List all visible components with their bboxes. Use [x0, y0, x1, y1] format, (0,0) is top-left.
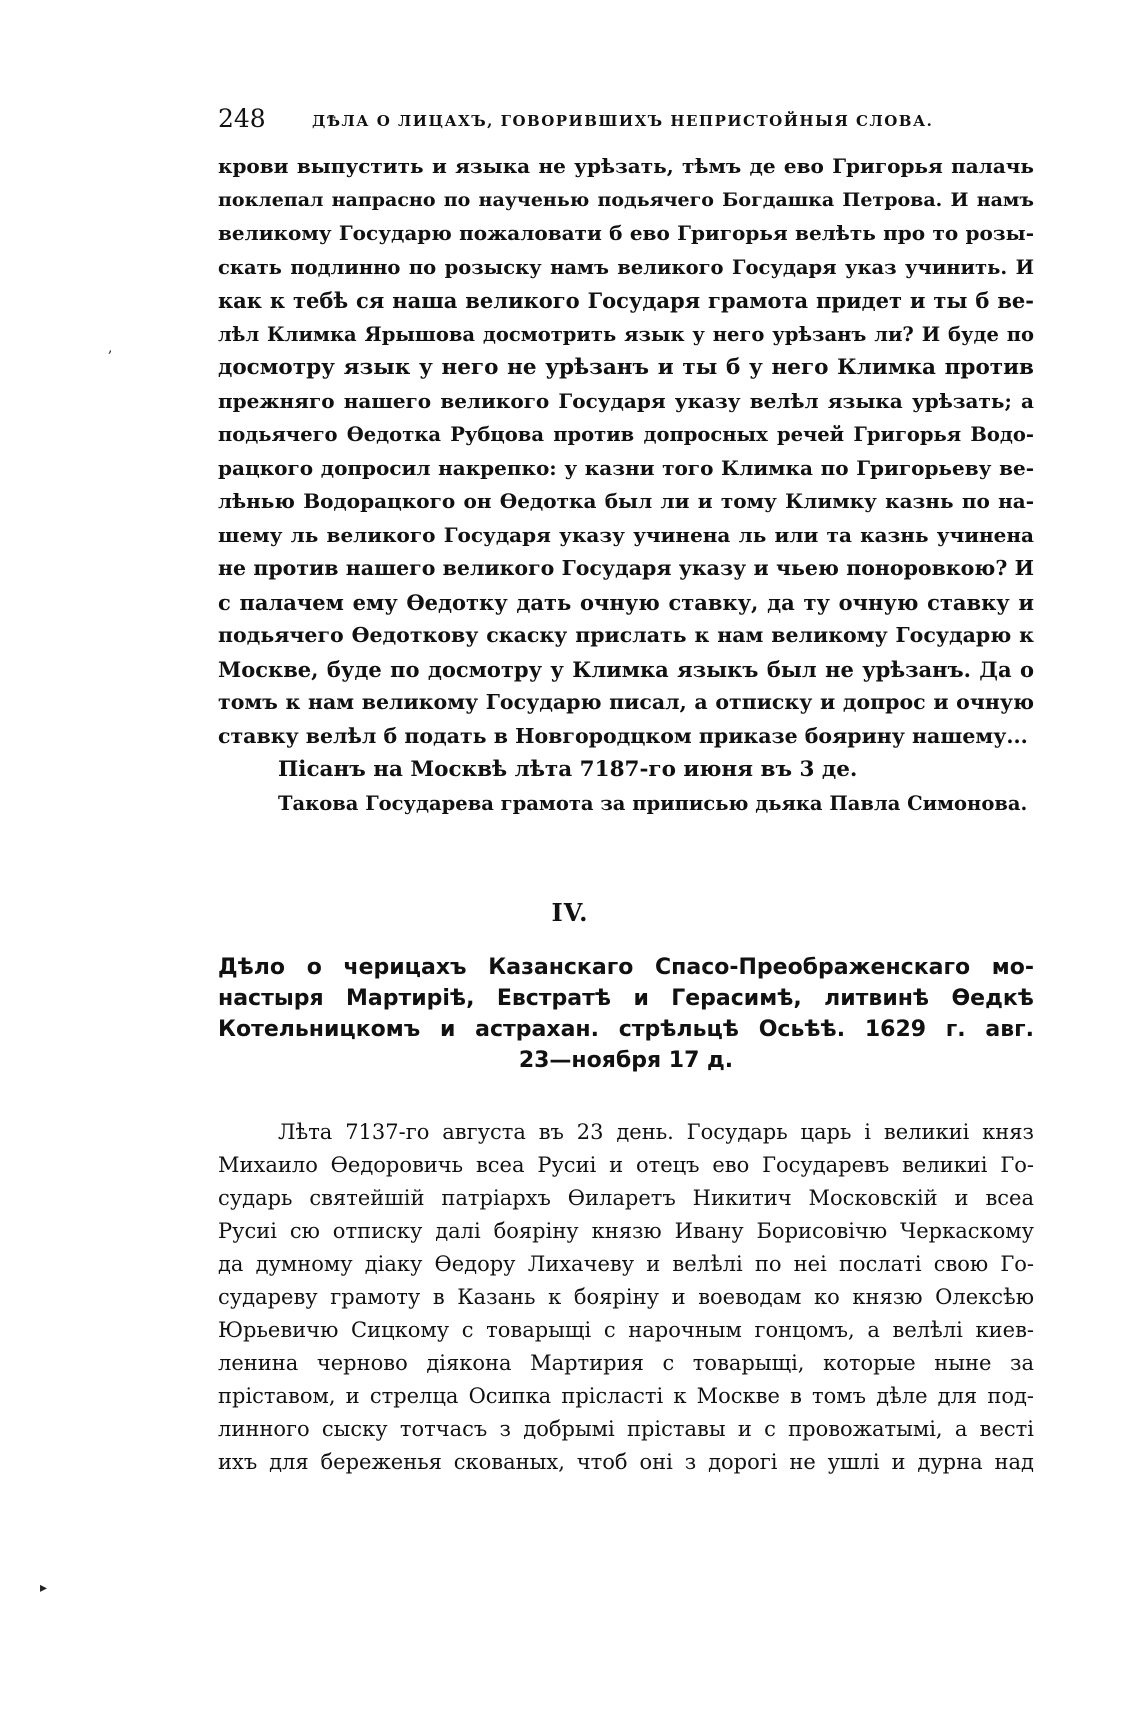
text-line: судареву грамоту в Казань к бояріну и воеводам ко князю Олексѣю — [218, 1285, 1034, 1309]
text-line: лѣл Климка Ярышова досмотрить язык у него урѣзанъ ли? И буде по — [218, 322, 1034, 346]
text-line: скать подлинно по розыску намъ великого Государя указ учинить. И — [218, 255, 1034, 279]
text-line: не против нашего великого Государя указу и чьею поноровкою? И — [218, 556, 1034, 580]
text-line: поклепал напрасно по наученью подьячего Богдашка Петрова. И намъ — [218, 188, 1034, 211]
text-line: прежняго нашего великого Государя указу велѣл языка урѣзать; а — [218, 388, 1034, 413]
text-line: досмотру язык у него не урѣзанъ и ты б у него Климка против — [218, 355, 1034, 380]
text-line: линного сыску тотчасъ з добрымі пріставы и с провожатымі, а весті — [218, 1417, 1034, 1441]
signature-line: Пісанъ на Москвѣ лѣта 7187-го июня въ 3 де. — [278, 757, 858, 782]
text-line: с палачем ему Ѳедотку дать очную ставку, да ту очную ставку и — [218, 589, 1034, 615]
text-line: лѣнью Водорацкого он Ѳедотка был ли и тому Климку казнь по на- — [218, 489, 1034, 513]
text-line: томъ к нам великому Государю писал, а отписку и допрос и очную — [218, 690, 1034, 714]
text-line: великому Государю пожаловати б ево Григорья велѣть про то розы- — [218, 221, 1034, 245]
text-line: как к тебѣ ся наша великого Государя грамота придет и ты б ве- — [218, 288, 1034, 313]
page-number: 248 — [218, 104, 266, 133]
text-line: да думному діаку Ѳедору Лихачеву и велѣлі по неі послаті свою Го- — [218, 1252, 1034, 1276]
heading-line: Котельницкомъ и астрахан. стрѣльцѣ Осьѣѣ. 1629 г. авг. — [218, 1017, 1034, 1042]
text-line: Москве, буде по досмотру у Климка языкъ был не урѣзанъ. Да о — [218, 656, 1034, 682]
text-line: Русиі сю отписку далі бояріну князю Ивану Борисовічю Черкаскому — [218, 1219, 1034, 1243]
text-line: ставку велѣл б подать в Новгородцком приказе боярину нашему... — [218, 723, 1028, 748]
margin-speck: , — [108, 340, 113, 356]
heading-line: Дѣло о черицахъ Казанскаго Спасо-Преображенскаго мо- — [218, 955, 1034, 980]
text-line: Лѣта 7137-го августа въ 23 день. Государь царь і великиі княз — [278, 1120, 1034, 1144]
running-head: ДѢЛА О ЛИЦАХЪ, ГОВОРИВШИХЪ НЕПРИСТОЙНЫЯ СЛОВА. — [312, 112, 934, 130]
page-header — [218, 104, 1034, 140]
text-line: рацкого допросил накрепко: у казни того Климка по Григорьеву ве- — [218, 455, 1034, 480]
text-line: Михаило Ѳедоровичь всеа Русиі и отецъ ево Государевъ великиі Го- — [218, 1153, 1034, 1177]
section-numeral: IV. — [551, 898, 589, 927]
text-line: Юрьевичю Сицкому с товарыщі с нарочным гонцомъ, а велѣлі киев- — [218, 1318, 1034, 1342]
margin-speck: ▸ — [40, 1580, 48, 1596]
text-line: крови выпустить и языка не урѣзать, тѣмъ де ево Григорья палачь — [218, 154, 1034, 178]
heading-line: 23—ноября 17 д. — [518, 1048, 734, 1073]
text-line: ихъ для береженья скованых, чтоб оні з дорогі не ушлі и дурна над — [218, 1450, 1034, 1474]
text-line: пріставом, и стрелца Осипка прісласті к Москве в томъ дѣле для под- — [218, 1384, 1034, 1408]
text-line: подьячего Ѳедоткову скаску прислать к нам великому Государю к — [218, 623, 1034, 647]
text-line: шему ль великого Государя указу учинена ль или та казнь учинена — [218, 522, 1034, 547]
top-paragraph — [218, 150, 1034, 820]
text-line: сударь святейшій патріархъ Ѳиларетъ Никитич Московскій и всеа — [218, 1186, 1034, 1210]
signature-line: Такова Государева грамота за приписью дьяка Павла Симонова. — [278, 791, 1028, 815]
text-line: подьячего Ѳедотка Рубцова против допросных речей Григорья Водо- — [218, 423, 1034, 446]
text-line: ленина черново діякона Мартирия с товарыщі, которые ныне за — [218, 1351, 1034, 1375]
heading-line: настыря Мартиріѣ, Евстратѣ и Герасимѣ, литвинѣ Ѳедкѣ — [218, 986, 1034, 1011]
section-heading — [218, 952, 1034, 1076]
body-paragraph — [218, 1116, 1034, 1479]
